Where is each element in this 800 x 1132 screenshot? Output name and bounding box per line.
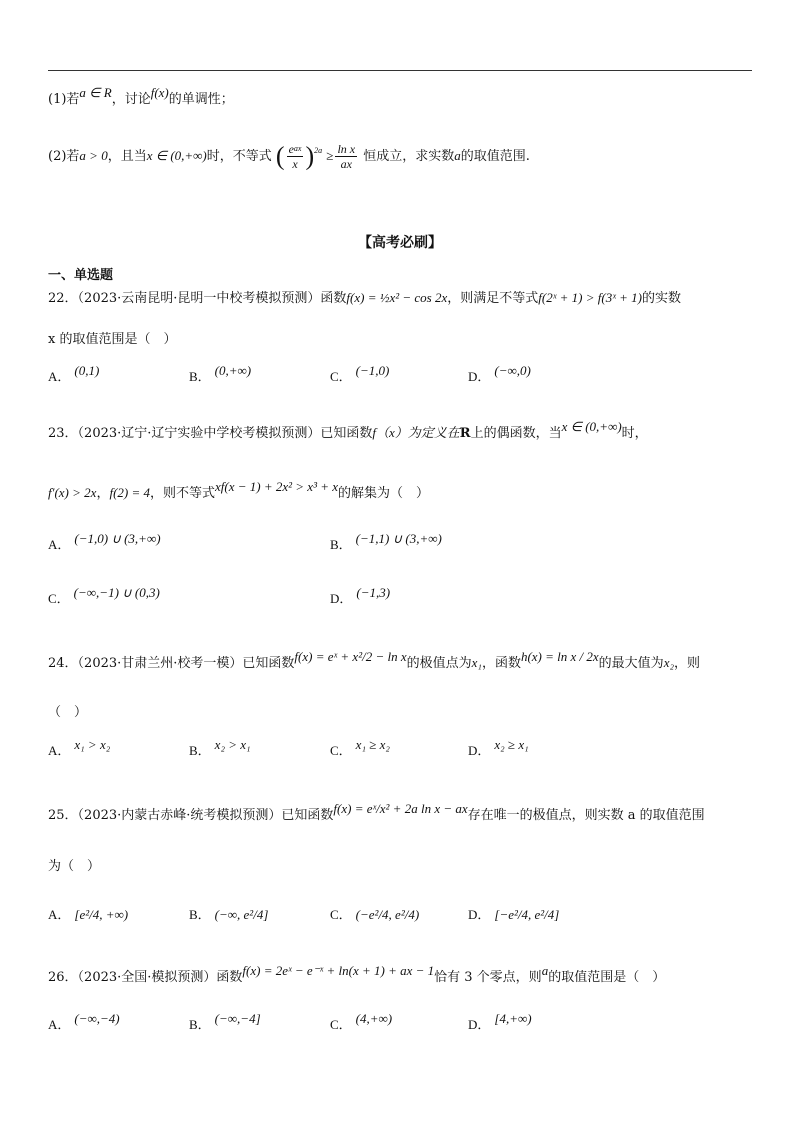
q23-option-d[interactable]: D． (−1,3) (330, 585, 391, 606)
question-22-line2: x 的取值范围是（ ） (48, 332, 177, 347)
q26-option-a[interactable]: A． (−∞,−4) (48, 1011, 120, 1032)
q23-option-a[interactable]: A． (−1,0) ∪ (3,+∞) (48, 531, 161, 552)
question-24-line2: （ ） (48, 705, 88, 720)
question-23-line2: f′(x) > 2x，f(2) = 4，则不等式xf(x − 1) + 2x² > x³ + x的解集为（ ） (48, 479, 430, 501)
section-heading: 【高考必刷】 (358, 235, 442, 251)
q24-option-d[interactable]: D． x₂ ≥ x₁ (468, 737, 529, 758)
q26-option-c[interactable]: C． (4,+∞) (330, 1011, 393, 1032)
q24-option-c[interactable]: C． x₁ ≥ x₂ (330, 737, 390, 758)
q23-option-b[interactable]: B． (−1,1) ∪ (3,+∞) (330, 531, 442, 552)
q25-option-b[interactable]: B． (−∞, e²/4] (189, 907, 269, 922)
question-25-line2: 为（ ） (48, 859, 101, 874)
header-rule (48, 70, 752, 71)
q22-option-d[interactable]: D． (−∞,0) (468, 363, 531, 384)
q22-option-c[interactable]: C． (−1,0) (330, 363, 390, 384)
q22-option-a[interactable]: A． (0,1) (48, 363, 100, 384)
q24-option-a[interactable]: A． x₁ > x₂ (48, 737, 111, 758)
prev-question-part1: (1)若a ∈ R，讨论f(x)的单调性； (48, 85, 234, 107)
question-25: 25．（2023·内蒙古赤峰·统考模拟预测）已知函数f(x) = eˣ/x² + 2a ln x − ax存在唯一的极值点，则实数 a 的取值范围 (48, 801, 705, 823)
section-title: 一、单选题 (48, 268, 114, 283)
question-26: 26．（2023·全国·模拟预测）函数f(x) = 2eˣ − e⁻ˣ + ln(x + 1) + ax − 1恰有 3 个零点，则a的取值范围是（ ） (48, 963, 666, 985)
q25-option-c[interactable]: C． (−e²/4, e²/4) (330, 907, 420, 922)
q25-option-d[interactable]: D． [−e²/4, e²/4] (468, 907, 560, 922)
q26-option-d[interactable]: D． [4,+∞) (468, 1011, 532, 1032)
question-23: 23．（2023·辽宁·辽宁实验中学校考模拟预测）已知函数f（x）为定义在R上的偶函数，当x ∈ (0,+∞)时， (48, 419, 648, 441)
q26-option-b[interactable]: B． (−∞,−4] (189, 1011, 261, 1032)
q22-option-b[interactable]: B． (0,+∞) (189, 363, 252, 384)
question-22: 22．（2023·云南昆明·昆明一中校考模拟预测）函数f(x) = ½x² − cos 2x，则满足不等式f(2ˣ + 1) > f(3ˣ + 1)的实数 (48, 290, 681, 306)
q25-option-a[interactable]: A． [e²/4, +∞) (48, 907, 129, 922)
q24-option-b[interactable]: B． x₂ > x₁ (189, 737, 251, 758)
q23-option-c[interactable]: C． (−∞,−1) ∪ (0,3) (48, 585, 160, 606)
prev-question-part2: (2)若a > 0，且当x ∈ (0,+∞)时，不等式 ( $\frac{e^{ax}}{x}$ )$^{2a}$ ≥ $\frac{\text{ln x}}{ax}$ 恒成立，求实数a的取值范围. (48, 141, 530, 171)
question-24: 24．（2023·甘肃兰州·校考一模）已知函数f(x) = eˣ + x²/2 − ln x的极值点为x₁，函数h(x) = ln x / 2x的最大值为x₂，则 (48, 649, 700, 671)
